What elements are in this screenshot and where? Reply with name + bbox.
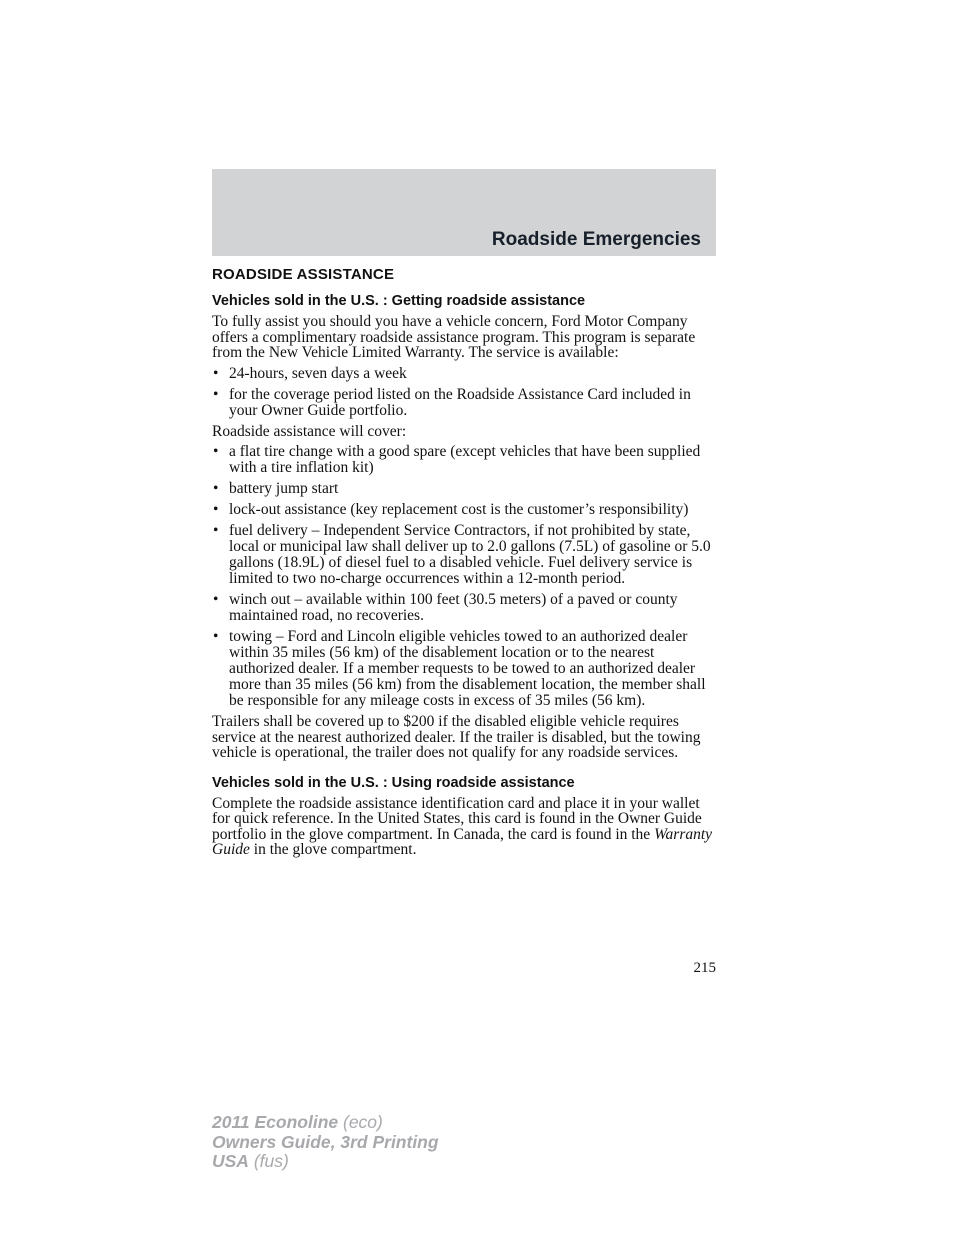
coverage-intro: Roadside assistance will cover: bbox=[212, 422, 407, 440]
subsection-heading-getting: Vehicles sold in the U.S. : Getting roadside assistance bbox=[212, 293, 586, 309]
list-item: • a flat tire change with a good spare (except vehicles that have been supplied with a tire inflation kit) bbox=[212, 444, 716, 476]
list-item: • winch out – available within 100 feet (30.5 meters) of a paved or county maintained road, no recoveries. bbox=[212, 592, 716, 624]
list-item: • fuel delivery – Independent Service Contractors, if not prohibited by state, local or municipal law shall deliver up to 2.0 gallons (7.5L) of gasoline or 5.0 gallons (18.9L) of diesel fuel to a disabled vehicle. Fuel delivery service is limited to two no-charge occurrences within a 12-month period. bbox=[212, 523, 716, 587]
list-item: • lock-out assistance (key replacement cost is the customer’s responsibility) bbox=[212, 502, 716, 518]
trailers-paragraph: Trailers shall be covered up to $200 if the disabled eligible vehicle requires service at the nearest authorized dealer. If the trailer is disabled, but the towing vehicle is operational, the trailer does not qualify for any roadside services. bbox=[212, 713, 701, 761]
coverage-list bbox=[212, 444, 716, 709]
section-header-band bbox=[212, 169, 716, 256]
page-content bbox=[212, 266, 716, 863]
subsection-heading-using: Vehicles sold in the U.S. : Using roadside assistance bbox=[212, 774, 575, 791]
list-item: • battery jump start bbox=[212, 481, 716, 497]
page-number: 215 bbox=[693, 960, 716, 976]
using-paragraph: Complete the roadside assistance identification card and place it in your wallet for quick reference. In the United States, this card is found in the Owner Guide portfolio in the glove compartment. In Canada, the card is found in the Warranty Guide in the glove compartment. bbox=[212, 794, 713, 858]
list-item: • 24-hours, seven days a week bbox=[212, 366, 716, 382]
availability-list bbox=[212, 366, 716, 419]
list-item: • towing – Ford and Lincoln eligible vehicles towed to an authorized dealer within 35 miles (56 km) of the disablement location or to the nearest authorized dealer. If a member requests to be towed to an authorized dealer more than 35 miles (56 km) from the disablement location, the member shall be responsible for any mileage costs in excess of 35 miles (56 km). bbox=[212, 629, 716, 709]
section-header-title: Roadside Emergencies bbox=[491, 229, 701, 250]
footer-line-model: 2011 Econoline (eco) bbox=[212, 1112, 383, 1132]
footer-line-edition: Owners Guide, 3rd Printing bbox=[212, 1131, 439, 1152]
section-title: ROADSIDE ASSISTANCE bbox=[212, 266, 395, 283]
intro-paragraph: To fully assist you should you have a vehicle concern, Ford Motor Company offers a complimentary roadside assistance program. This program is separate from the New Vehicle Limited Warranty. The service is available: bbox=[212, 313, 696, 361]
footer-line-market: USA (fus) bbox=[212, 1151, 289, 1171]
document-footer bbox=[212, 1113, 439, 1172]
list-item: • for the coverage period listed on the Roadside Assistance Card included in your Owner Guide portfolio. bbox=[212, 387, 716, 419]
warranty-guide-title: Warranty Guide bbox=[212, 825, 713, 858]
